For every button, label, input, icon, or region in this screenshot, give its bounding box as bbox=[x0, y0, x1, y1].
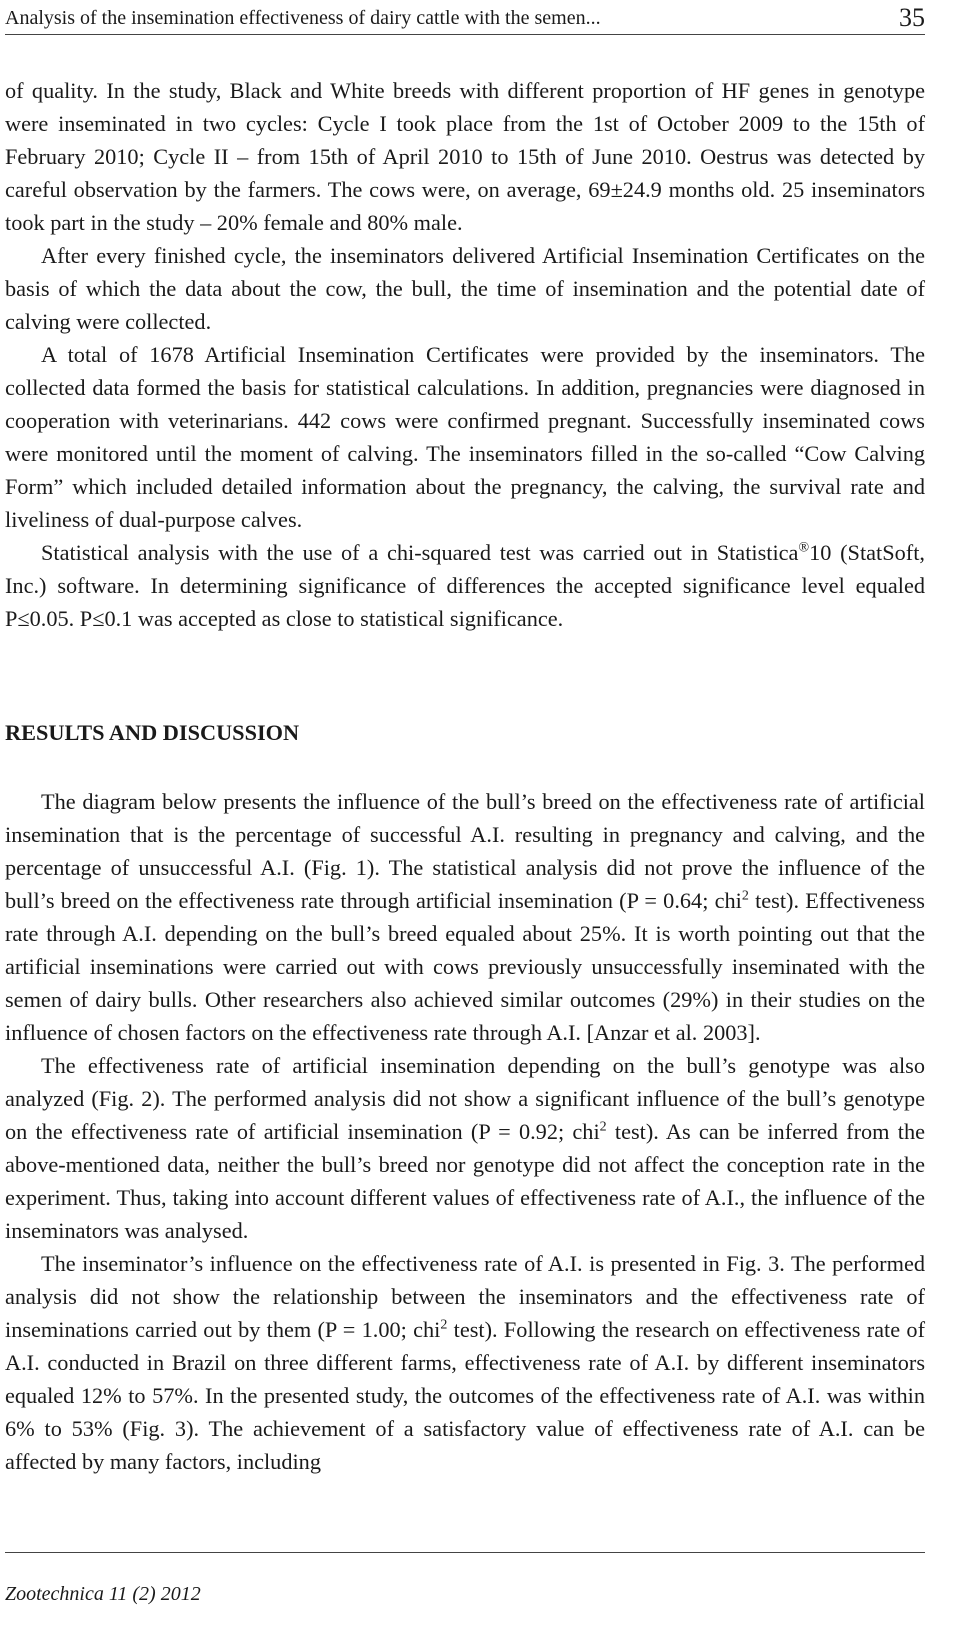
paragraph: A total of 1678 Artificial Insemination Certificates were provided by the inseminators. The collected data formed the basis for statistical calculations. In addition, pregnancies were diagnosed in cooperation with veterinarians. 442 cows were confirmed pregnant. Successfully inseminated cows were monitored until the moment of calving. The inseminators filled in the so-called “Cow Calving Form” which included detailed information about the pregnancy, the calving, the survival rate and liveliness of dual-purpose calves. bbox=[5, 342, 925, 532]
journal-footer: Zootechnica 11 (2) 2012 bbox=[5, 1583, 201, 1605]
text-run: test). As can be inferred from the above-mentioned data, neither the bull’s breed nor genotype did not affect the conception rate in the experiment. Thus, taking into account different values of effectiveness rate of A.I., the influence of the inseminators was analysed. bbox=[5, 1119, 925, 1243]
text-run: The inseminator’s influence on the effectiveness rate of A.I. is presented in Fig. 3. The performed analysis did not show the relationship between the inseminators and the effectiveness rate of inseminations carried out by them (P = 1.00; chi bbox=[5, 1251, 925, 1342]
superscript: 2 bbox=[440, 1317, 448, 1333]
paragraph bbox=[5, 785, 925, 1049]
registered-mark: ® bbox=[798, 540, 810, 556]
paragraph: of quality. In the study, Black and White breeds with different proportion of HF genes in genotype were inseminated in two cycles: Cycle I took place from the 1st of October 2009 to the 15th of February 2010; Cycle II – from 15th of April 2010 to 15th of June 2010. Oestrus was detected by careful observation by the farmers. The cows were, on average, 69±24.9 months old. 25 inseminators took part in the study – 20% female and 80% male. bbox=[5, 78, 925, 235]
superscript: 2 bbox=[599, 1119, 607, 1135]
text-run: Statistical analysis with the use of a chi-squared test was carried out in Statistica bbox=[41, 540, 799, 565]
superscript: 2 bbox=[741, 888, 749, 904]
running-title: Analysis of the insemination effectiveness of dairy cattle with the semen... bbox=[5, 7, 601, 29]
running-header bbox=[5, 4, 925, 35]
text-run: The diagram below presents the influence of the bull’s breed on the effectiveness rate of artificial insemination that is the percentage of successful A.I. resulting in pregnancy and calving, and the percentage of unsuccessful A.I. (Fig. 1). The statistical analysis did not prove the influence of the bull’s breed on the effectiveness rate through artificial insemination (P = 0.64; chi bbox=[5, 789, 925, 913]
text-run: test). Effectiveness rate through A.I. depending on the bull’s breed equaled about 25%. It is worth pointing out that the artificial inseminations were carried out with cows previously unsuccessfully inseminated with the semen of dairy bulls. Other researchers also achieved similar outcomes (29%) in their studies on the influence of chosen factors on the effectiveness rate through A.I. [Anzar et al. 2003]. bbox=[5, 888, 925, 1045]
paragraph: After every finished cycle, the inseminators delivered Artificial Insemination Certificates on the basis of which the data about the cow, the bull, the time of insemination and the potential date of calving were collected. bbox=[5, 243, 925, 334]
text-run: 10 (StatSoft, Inc.) software. In determining significance of differences the accepted significance level equaled P≤0.05. P≤0.1 was accepted as close to statistical significance. bbox=[5, 540, 925, 631]
text-run: test). Following the research on effectiveness rate of A.I. conducted in Brazil on three different farms, effectiveness rate of A.I. by different inseminators equaled 12% to 57%. In the presented study, the outcomes of the effectiveness rate of A.I. was within 6% to 53% (Fig. 3). The achievement of a satisfactory value of effectiveness rate of A.I. can be affected by many factors, including bbox=[5, 1317, 925, 1474]
page-number: 35 bbox=[899, 3, 925, 32]
results-text bbox=[5, 785, 925, 1478]
section-heading: RESULTS AND DISCUSSION bbox=[5, 720, 300, 745]
footer-divider bbox=[5, 1552, 925, 1553]
paragraph bbox=[5, 1247, 925, 1478]
text-run: The effectiveness rate of artificial insemination depending on the bull’s genotype was also analyzed (Fig. 2). The performed analysis did not show a significant influence of the bull’s genotype on the effectiveness rate of artificial insemination (P = 0.92; chi bbox=[5, 1053, 925, 1144]
paragraph bbox=[5, 1049, 925, 1247]
methods-text bbox=[5, 74, 925, 635]
paragraph bbox=[5, 536, 925, 635]
